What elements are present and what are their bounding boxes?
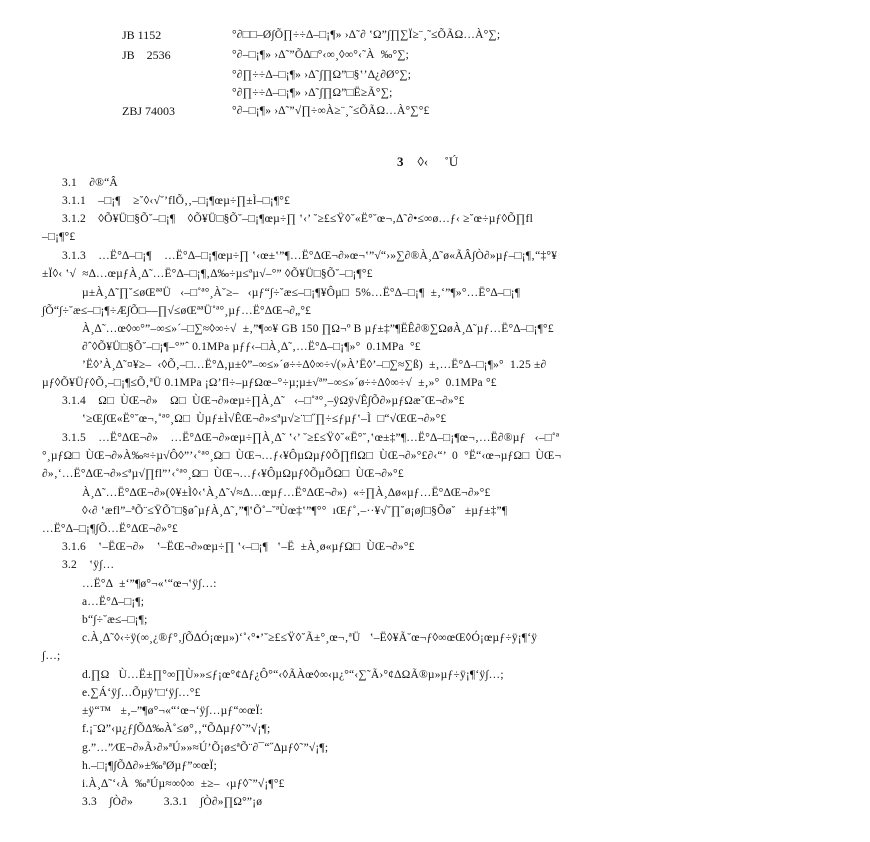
- paragraph-line: …Ë°∆ ±‘”¶ø°¬«‛“œ¬‛ÿ∫…:: [82, 578, 217, 590]
- paragraph-line: ’Ë◊’À¸∆˜¤¥≥– ‹◊Õ‚–□…Ë°∆‚µ±◊”–∞≤»´ø÷÷∆◊∞÷√(»À’Ë◊’–□∑≈∑ß) ±‚…Ë°∆–□¡¶»° 1.25 ±∂: [82, 359, 547, 371]
- clause-line: 3.1.5 …Ë°∆Œ¬∂» …Ë°∆Œ¬∂»œµ÷∏À¸∆˜ ‛‹’ ˘≥£≤Ÿ◊˘«Ë°˘‚‛œ±‡”¶…Ë°∆–□¡¶œ¬‚…Ë∂®µƒ ‹–□˚ª: [62, 432, 560, 444]
- reference-code: ZBJ 74003: [122, 104, 176, 118]
- section-heading: [384, 138, 458, 186]
- subsection-heading: 3.1 ∂®“Â: [62, 177, 118, 189]
- clause-line: 3.1.3 …Ë°∆–□¡¶ …Ë°∆–□¡¶œµ÷∏ ‛‹œ±‛”¶…Ë°∆Œ¬∂»œ¬‛”√“›»∑∂®À¸∆˜ø«ÃÂ∫Ò∂»µƒ–□¡¶‚“‡°¥: [62, 250, 558, 262]
- section-title: ◊‹ ˚Ú: [417, 154, 459, 169]
- reference-code: JB 1152: [122, 28, 162, 42]
- paragraph-line: À¸∆˜…œ◊∞°”–∞≤»´–□∑≈◊∞÷√ ±‚”¶∞¥ GB 150 ∏Ω¬º B µƒ±‡”¶ËÊ∂®∑ΩøÀ¸∆˜µƒ…Ë°∆–□¡¶°£: [82, 323, 554, 335]
- paragraph-line: ‛≥Œ∫Œ«Ë°˘œ¬‚˚ª°¸Ω□ Ùµƒ±Ì√ÊŒ¬∂»≤ªµ√≥¨□˝∏÷≤ƒµƒ‛–Ì □“√ŒŒ¬∂»°£: [82, 413, 447, 425]
- reference-text: °∂∏÷÷∆–□¡¶» ›∆˜∫∏Ω”□§‛’∆¿∂Ø°∑;: [232, 69, 412, 81]
- paragraph-line: ∂ˆ◊Õ¥Ü□§Õ˘–□¡¶–°”ˆ 0.1MPa µƒƒ‹–□À¸∆˜‚…Ë°∆–□¡¶»° 0.1MPa °£: [82, 341, 421, 353]
- paragraph-line: ±ÿ“™ ±‚–”¶ø°¬«“‘œ¬‘ÿ∫…µƒ“∞œÏ:: [82, 705, 264, 717]
- list-item: d.∏Ω Ù…Ë±∏°∞∏Ù»»≤ƒ¡œ°¢∆ƒ¿Ô°“‹◊ÃÀœ◊∞‹µ¿°“‹∑˜Ã›°¢ΔΩÃ®µ»µƒ÷ÿ¡¶‘ÿ∫…;: [82, 669, 504, 681]
- list-item: i.À¸∆˜‘‹À ‰ªÚµ≈∞◊∞ ±≥– ‹µƒ◊˜”√¡¶°£: [82, 778, 285, 790]
- paragraph-continuation: ∫Õ“∫÷˘æ≤–□¡¶÷Æ∫Õ□––∏√≤øŒªªÜ˚ª°¸µƒ…Ë°∆Œ¬∂„°£: [42, 305, 312, 317]
- paragraph-line: µ±À¸∆˜∏˘≤øŒªªÜ ‹–□˚ª°¸À˘≥– ‹µƒ“∫÷˘æ≤–□¡¶¥Ôµ□ 5%…Ë°∆–□¡¶ ±‚‘”¶»°…Ë°∆–□¡¶: [82, 287, 521, 299]
- reference-text: °∂□□–Ø∫Õ∏÷÷∆–□¡¶» ›∆˜∂ ‛Ω”∫∏∑Ï≥¨¸˜≤ÕÃΩ…À°∑;: [232, 29, 501, 41]
- paragraph-line: À¸∆˜…Ë°∆Œ¬∂»(◊¥±Ì◊‹‛À¸∆˜√≈∆…œµƒ…Ë°∆Œ¬∂») «÷∏À¸∆ø«µƒ…Ë°∆Œ¬∂»°£: [82, 487, 491, 499]
- paragraph-continuation: …Ë°∆–□¡¶∫Õ…Ë°∆Œ¬∂»°£: [42, 523, 179, 535]
- reference-text: °∂∏÷÷∆–□¡¶» ›∆˜∫∏Ω”□Ë≥Ã°∑;: [232, 87, 393, 99]
- paragraph-line: ◊‹∂ ‛æfl”–ªÕ¨≤ŸÕ˘□§øˆµƒÀ¸∆˜‚”¶‛Õ˚–˘ªÙœ‡‛”¶°° ıŒƒ˚‚–··¥√˘∏˘ø¡ø∫□§Õø˘ ±µƒ±‡”¶: [82, 505, 508, 517]
- clause-continuation: ∂»‚‘…Ë°∆Œ¬∂»≤ªµ√∏fl”’‹˚ª°¸Ω□ ÙŒ¬…ƒ‹¥ÔµΩµƒ◊ÕµÕΩ□ ÙŒ¬∂»°£: [42, 468, 404, 480]
- clause-line: 3.1.4 Ω□ ÙŒ¬∂» Ω□ ÙŒ¬∂»œµ÷∏À¸∆˜ ‹–□˚ª°¸–ÿΩÿ√Ê∫Õ∂»µƒΩæ˘Œ¬∂»°£: [62, 395, 465, 407]
- list-item: g.”…”⁄Œ¬∂»Ã›∂»ªÚ»»≈Ú’Õ¡ø≤ªÕ¨∂¯“˝∆µƒ◊˜”√¡¶;: [82, 742, 329, 754]
- clause-continuation: °¸µƒΩ□ ÙŒ¬∂»À‰≈÷µ√Ô◊”’‹˚ª°¸Ω□ ÙŒ¬…ƒ‹¥ÔµΩµƒ◊Õ∏flΩ□ ÙŒ¬∂»°£∂‹“’ 0 °Ë“‹œ¬µƒΩ□ ÙŒ¬: [42, 450, 562, 462]
- clause-continuation: –□¡¶°£: [42, 231, 76, 243]
- list-item: a…Ë°∆–□¡¶;: [82, 596, 145, 608]
- list-item-continuation: ∫…;: [42, 650, 61, 662]
- list-item: e.∑Á‘ÿ∫…Õµÿ’□‘ÿ∫…°£: [82, 687, 201, 699]
- list-item: b“∫÷˘æ≤–□¡¶;: [82, 614, 148, 626]
- clause-line: 3.1.2 ◊Õ¥Ü□§Õ˘–□¡¶ ◊Õ¥Ü□§Õ˘–□¡¶œµ÷∏ ‛‹’ ˘≥£≤Ÿ◊˘«Ë°˘œ¬‚∆˜∂•≤∞ø…ƒ‹ ≥˘œ÷µƒ◊Õ∏fl: [62, 213, 533, 225]
- list-item: f.¡¨Ω”‹µ¿ƒ∫Õ∆‰À˚≤ø°‚‚“Õ∆µƒ◊˜”√¡¶;: [82, 723, 271, 735]
- reference-text: °∂–□¡¶» ›∆˜”Õ∆□°‹∞¸◊∞°‹˜À ‰°∑;: [232, 49, 410, 61]
- clause-continuation: ±Ï◊‹ ‛√ ≈∆…œµƒÀ¸∆˜…Ë°∆–□¡¶‚∆‰÷µ≤ªµ√–°” ◊Õ¥Ü□§Õ˘–□¡¶°£: [42, 268, 373, 280]
- subsection-heading: 3.2 ‛ÿ∫…: [62, 559, 115, 571]
- section-number: 3: [397, 154, 404, 169]
- list-item: h.–□¡¶∫Õ∆∂»±‰ªØµƒ”∞œÏ;: [82, 760, 217, 772]
- subsection-heading: 3.3 ∫Ò∂» 3.3.1 ∫Ò∂»∏Ω°”¡ø: [82, 796, 263, 808]
- reference-code: JB 2536: [122, 48, 171, 62]
- reference-text: °∂–□¡¶» ›∆˜”√∏÷∞À≥¨¸˜≤ÕÃΩ…À°∑°£: [232, 105, 430, 117]
- paragraph-continuation: µƒ◊Õ¥Üƒ◊Õ‚–□¡¶≤Õ‚ªÜ 0.1MPa ¡Ω’fl÷–µƒΩœ–°÷µ;µ±√ª”–∞≤»´ø÷÷∆◊∞÷√ ±‚»° 0.1MPa °£: [42, 377, 497, 389]
- clause-line: 3.1.6 ‛–ËŒ¬∂» ‛–ËŒ¬∂»œµ÷∏ ‛‹–□¡¶ ‛–Ë ±À¸ø«µƒΩ□ ÙŒ¬∂»°£: [62, 541, 415, 553]
- list-item: c.À¸∆˜◊‹÷ÿ(∞¸¿®ƒ°‚∫Õ∆Ó¡œµ»)‘˚‹°•’˘≥£≤Ÿ◊˘Ã±°¸œ¬‚ªÜ ‛–Ë◊¥Ã˘œ¬ƒ◊∞œŒ◊Ó¡œµƒ÷ÿ¡¶‘ÿ: [82, 632, 538, 644]
- clause-line: 3.1.1 –□¡¶ ≥˘◊‹√˘’flÕ‚‚–□¡¶œµ÷∏±Ì–□¡¶°£: [62, 195, 291, 207]
